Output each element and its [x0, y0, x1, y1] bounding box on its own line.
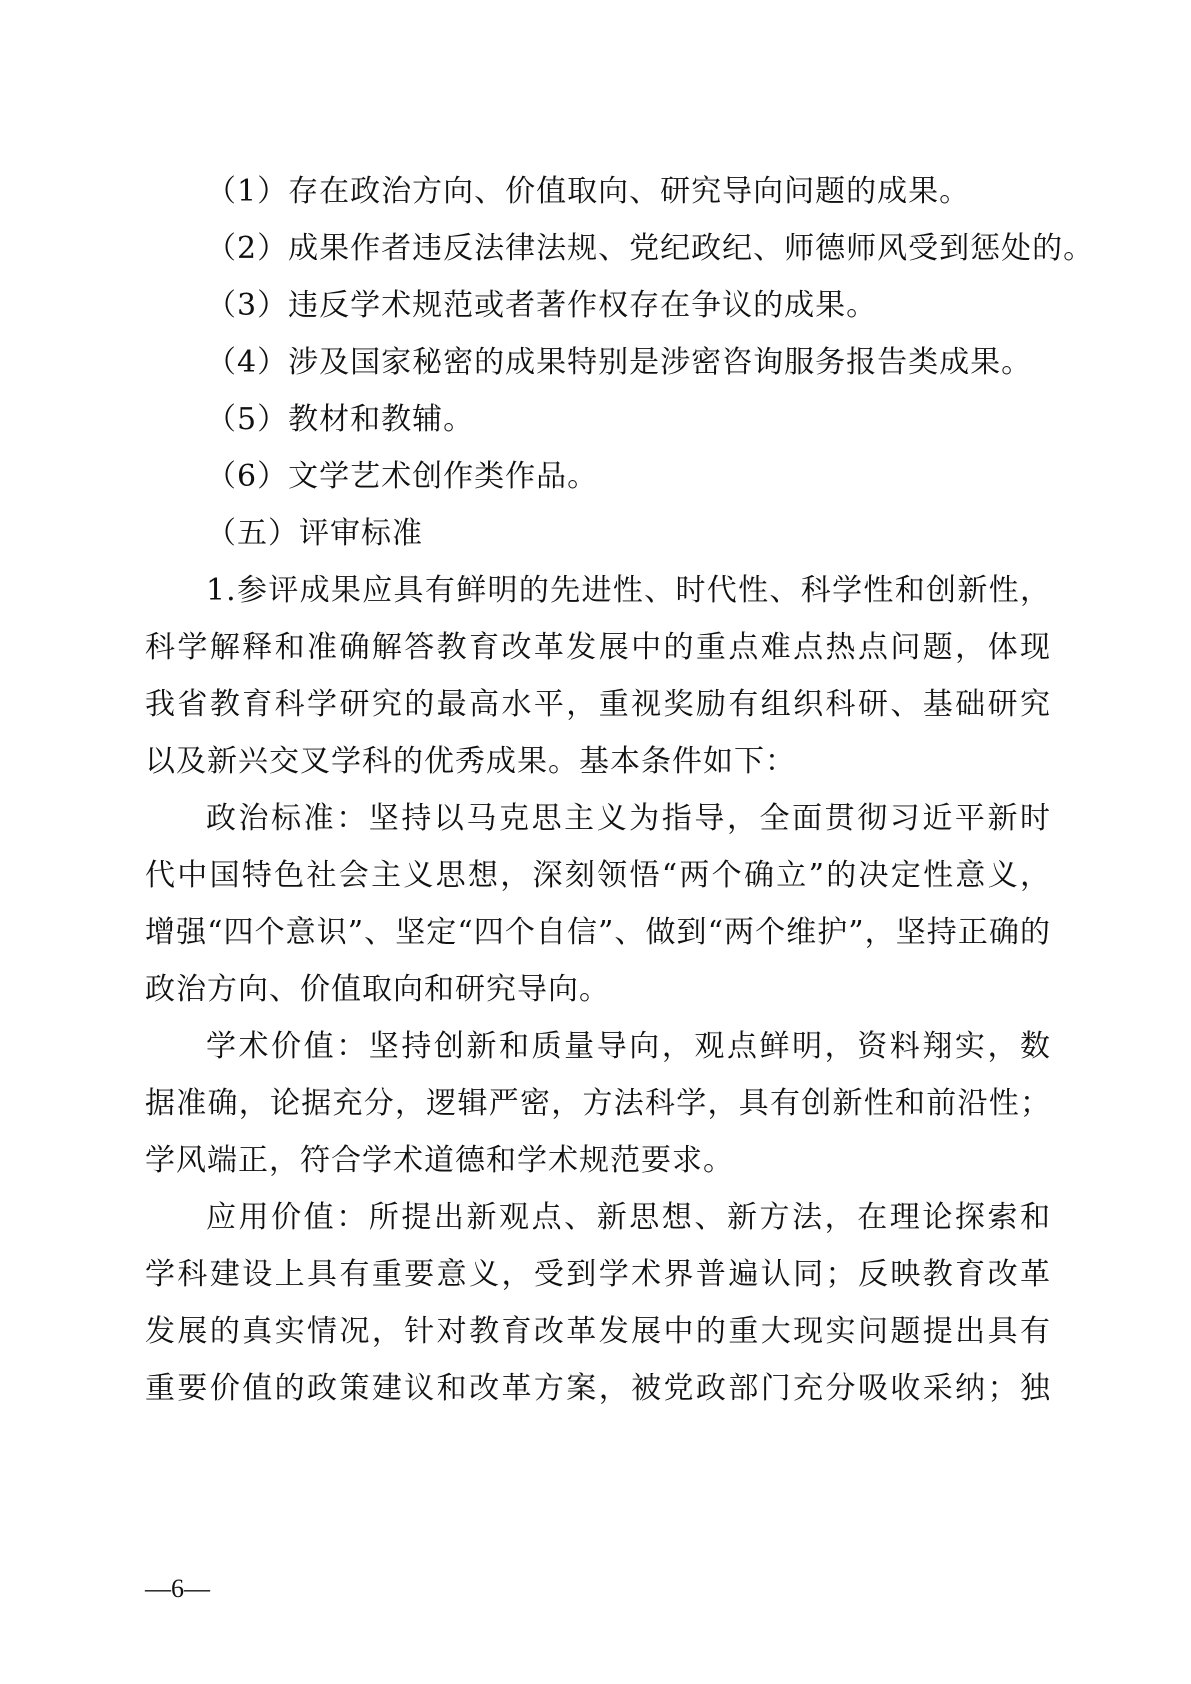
paragraph-line: 学术价值：坚持创新和质量导向，观点鲜明，资料翔实，数	[206, 1029, 1051, 1064]
paragraph-line: 我省教育科学研究的最高水平，重视奖励有组织科研、基础研究	[145, 687, 1051, 722]
list-item-3: （3）违反学术规范或者著作权存在争议的成果。	[206, 288, 878, 323]
paragraph-line: 1.参评成果应具有鲜明的先进性、时代性、科学性和创新性，	[206, 573, 1051, 608]
page-number: —6—	[145, 1574, 210, 1603]
list-item-6: （6）文学艺术创作类作品。	[206, 459, 599, 494]
paragraph-line: 发展的真实情况，针对教育改革发展中的重大现实问题提出具有	[145, 1314, 1051, 1349]
paragraph-line: 据准确，论据充分，逻辑严密，方法科学，具有创新性和前沿性；	[145, 1086, 1051, 1121]
paragraph-line: 重要价值的政策建议和改革方案，被党政部门充分吸收采纳；独	[145, 1371, 1051, 1406]
paragraph-line: 代中国特色社会主义思想，深刻领悟“两个确立”的决定性意义，	[145, 858, 1051, 893]
paragraph-line: 政治方向、价值取向和研究导向。	[145, 972, 610, 1007]
paragraph-line: 应用价值：所提出新观点、新思想、新方法，在理论探索和	[206, 1200, 1051, 1235]
list-item-1: （1）存在政治方向、价值取向、研究导向问题的成果。	[206, 174, 971, 209]
list-item-2: （2）成果作者违反法律法规、党纪政纪、师德师风受到惩处的。	[206, 231, 1095, 266]
list-item-4: （4）涉及国家秘密的成果特别是涉密咨询服务报告类成果。	[206, 345, 1033, 380]
paragraph-line: 学风端正，符合学术道德和学术规范要求。	[145, 1143, 734, 1178]
paragraph-line: 增强“四个意识”、坚定“四个自信”、做到“两个维护”，坚持正确的	[145, 915, 1051, 950]
paragraph-line: 政治标准：坚持以马克思主义为指导，全面贯彻习近平新时	[206, 801, 1051, 836]
list-item-5: （5）教材和教辅。	[206, 402, 475, 437]
paragraph-line: 科学解释和准确解答教育改革发展中的重点难点热点问题，体现	[145, 630, 1051, 665]
paragraph-line: 以及新兴交叉学科的优秀成果。基本条件如下：	[145, 744, 796, 779]
section-heading: （五）评审标准	[206, 516, 423, 551]
paragraph-line: 学科建设上具有重要意义，受到学术界普遍认同；反映教育改革	[145, 1257, 1051, 1292]
